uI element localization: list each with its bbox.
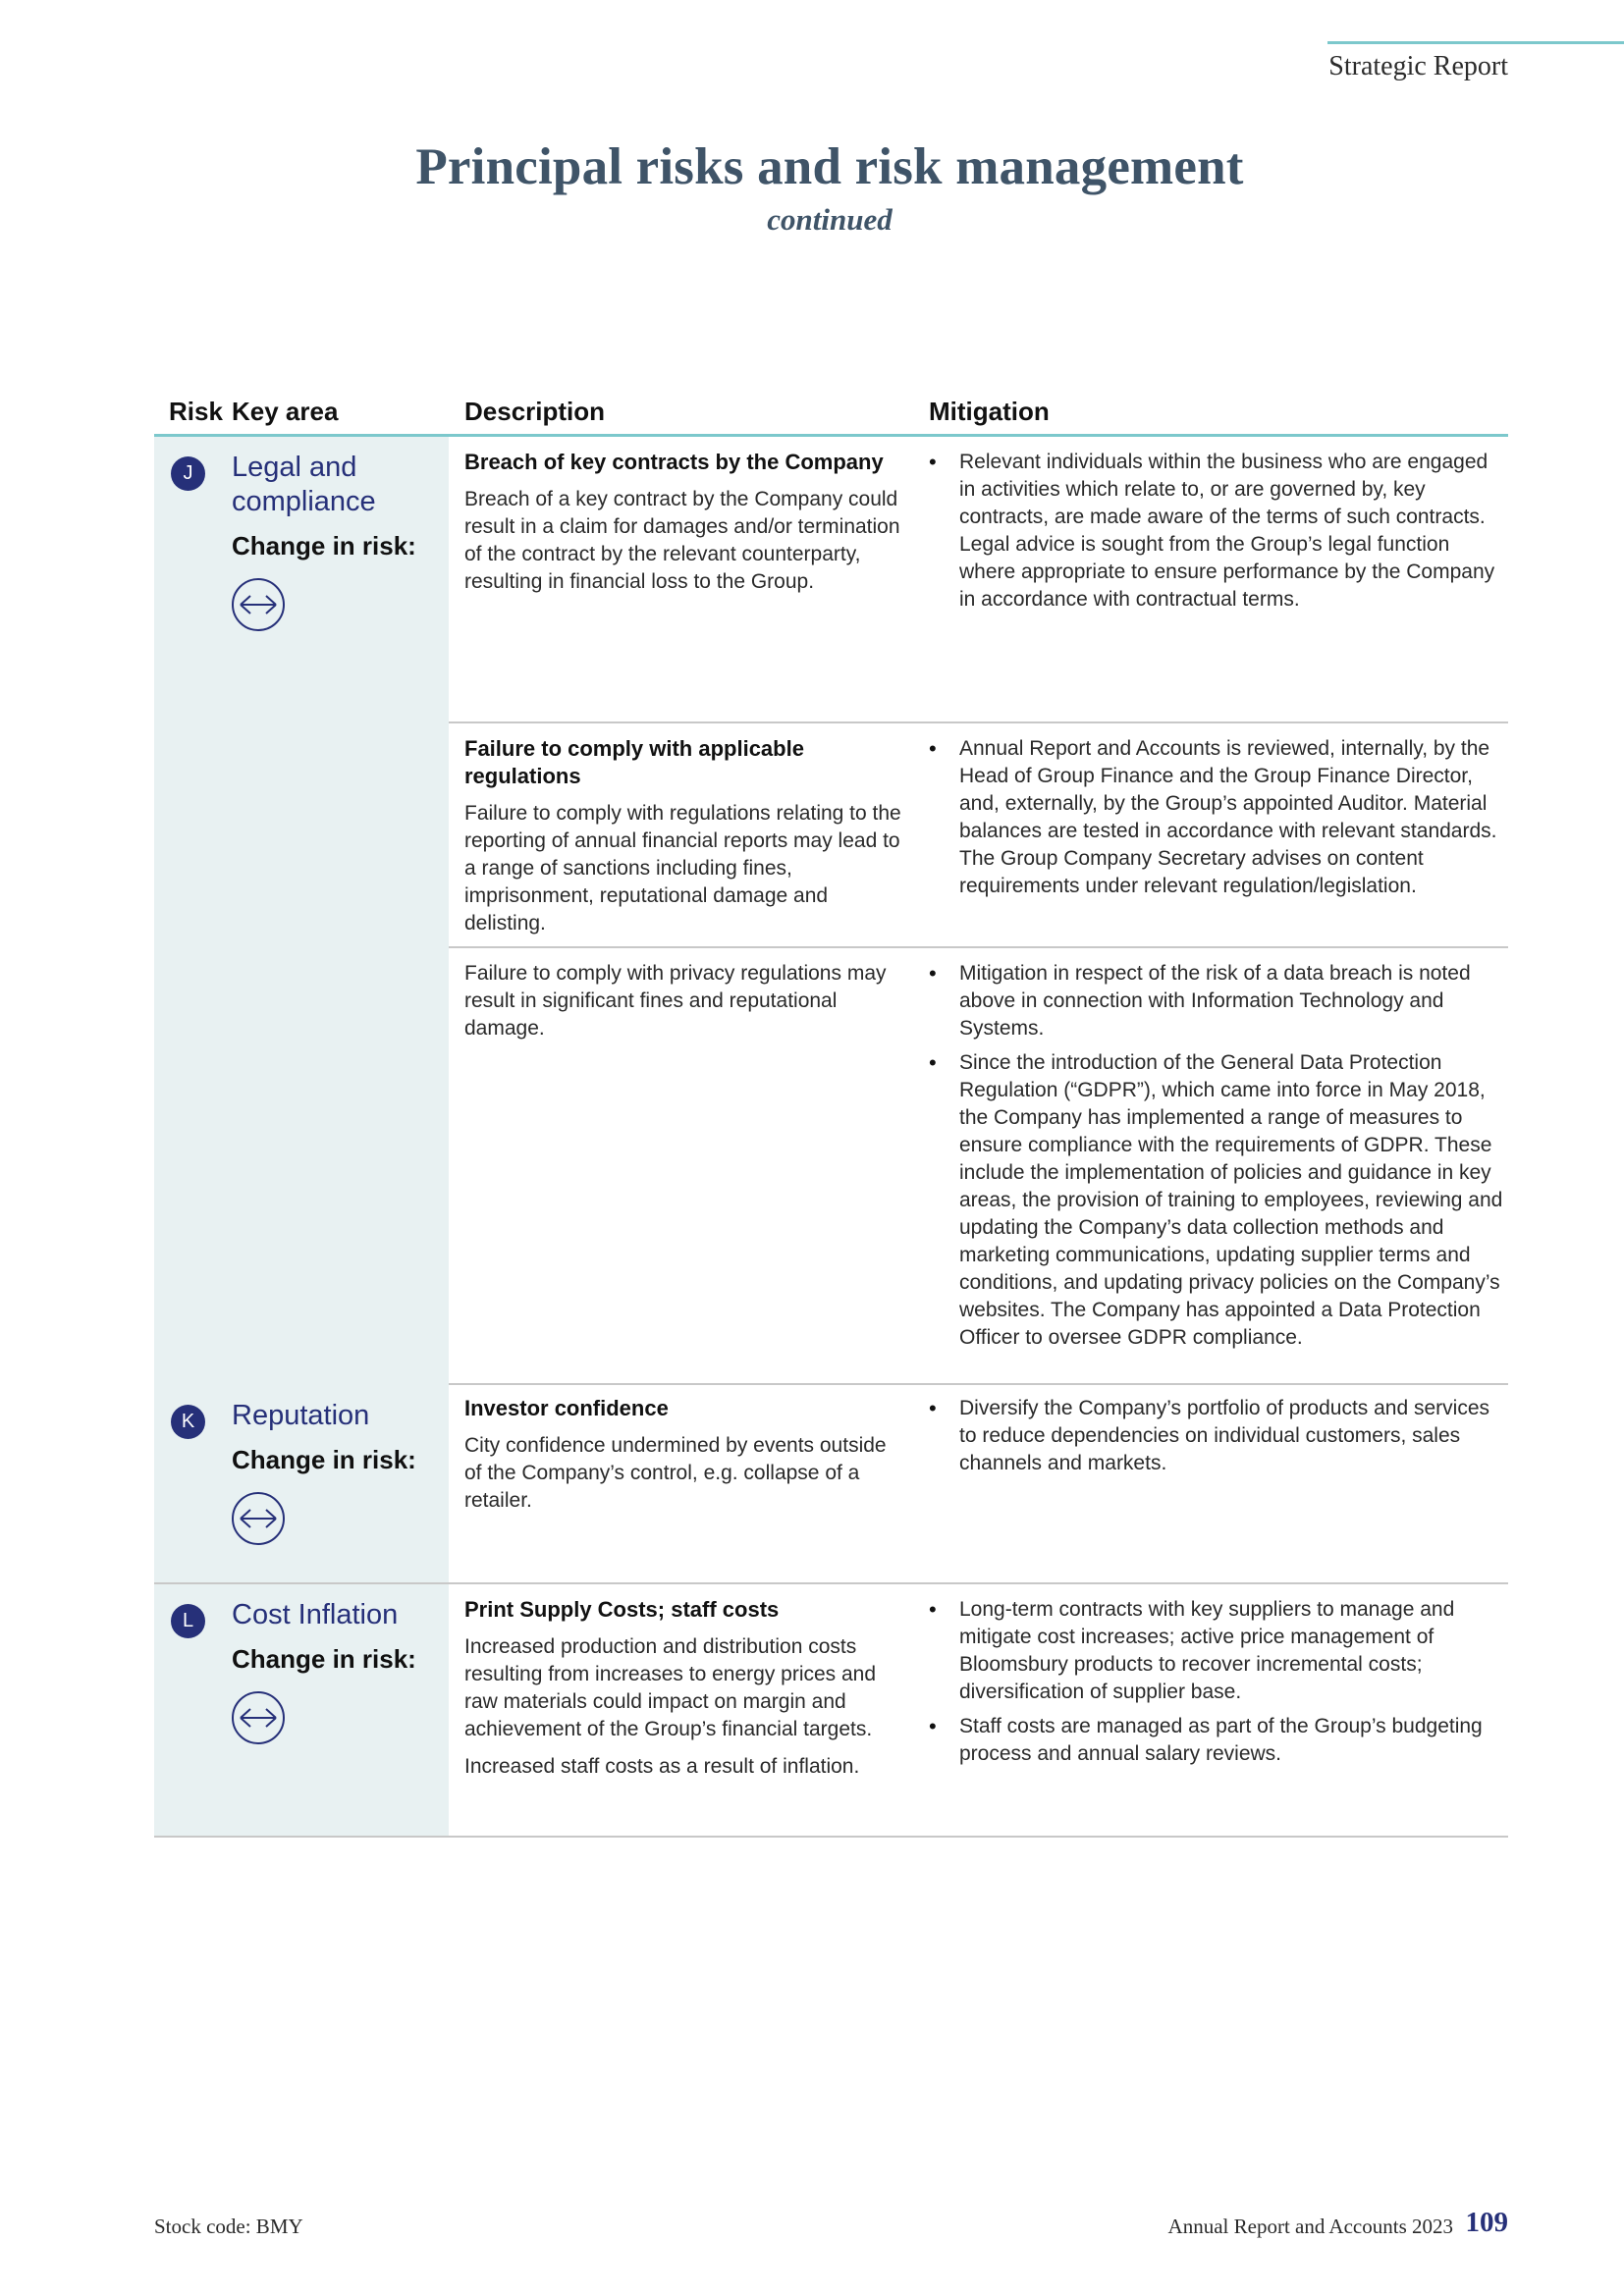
risk-table bbox=[154, 393, 1508, 1838]
description-cell bbox=[464, 735, 906, 947]
key-area-panel bbox=[154, 1383, 449, 1582]
key-area-name-line: Cost Inflation bbox=[232, 1599, 399, 1630]
mitigation-cell bbox=[929, 960, 1508, 1359]
risk-row bbox=[449, 1584, 1508, 1834]
change-in-risk-label: Change in risk: bbox=[232, 531, 416, 561]
risk-group-reputation bbox=[154, 1383, 1508, 1584]
page-title: Principal risks and risk management bbox=[415, 138, 1244, 195]
key-area-name-line: Reputation bbox=[232, 1400, 370, 1431]
mitigation-item: • Relevant individuals within the business who are engaged in activities which relate to, or are governed by, key contracts, are made aware of the terms of such contracts. Legal advice is sought from the Group’s legal function where appropriate to ensure performance by the Company in accordance with contractual terms. bbox=[929, 449, 1508, 614]
description-text: Failure to comply with privacy regulations may result in significant fines and reputational damage. bbox=[464, 962, 887, 1040]
description-text: Increased staff costs as a result of inflation. bbox=[464, 1755, 860, 1778]
key-area-name bbox=[232, 1399, 438, 1433]
table-header-row bbox=[154, 393, 1508, 437]
mitigation-item: • Since the introduction of the General Data Protection Regulation (“GDPR”), which came into force in May 2018, the Company has implemented a range of measures to ensure compliance with the requirements of GDPR. These include the implementation of policies and guidance in key areas, the provision of training to employees, reviewing and updating the Company’s data collection methods and marketing communications, updating supplier terms and conditions, and updating privacy policies on the Company’s websites. The Company has appointed a Data Protection Officer to oversee GDPR compliance. bbox=[929, 1049, 1508, 1352]
mitigation-item: • Staff costs are managed as part of the Group’s budgeting process and annual salary reviews. bbox=[929, 1713, 1508, 1768]
description-cell bbox=[464, 449, 906, 606]
arrow-left-right-icon bbox=[232, 1492, 285, 1545]
risk-row bbox=[449, 437, 1508, 723]
key-area-name-line: compliance bbox=[232, 486, 376, 517]
description-text: Failure to comply with regulations relating to the reporting of annual financial reports may lead to a range of sanctions including fines, imprisonment, reputational damage and delisting. bbox=[464, 802, 901, 934]
change-in-risk-label: Change in risk: bbox=[232, 1445, 416, 1474]
description-title: Failure to comply with applicable regulations bbox=[464, 736, 804, 788]
mitigation-item: • Diversify the Company’s portfolio of products and services to reduce dependencies on individual customers, sales channels and markets. bbox=[929, 1395, 1508, 1477]
section-label: Strategic Report bbox=[1328, 51, 1508, 81]
column-header-key-area: Key area bbox=[232, 397, 339, 426]
description-text: Breach of a key contract by the Company could result in a claim for damages and/or termination of the contract by the relevant counterparty, resulting in financial loss to the Group. bbox=[464, 488, 900, 593]
mitigation-item: • Annual Report and Accounts is reviewed, internally, by the Head of Group Finance and the Group Finance Director, and, externally, by the Group’s appointed Auditor. Material balances are tested in accordance with relevant standards. The Group Company Secretary advises on content requirements under relevant regulation/legislation. bbox=[929, 735, 1508, 900]
risk-group-legal-compliance bbox=[154, 437, 1508, 1383]
description-text: City confidence undermined by events outside of the Company’s control, e.g. collapse of a retailer. bbox=[464, 1434, 887, 1512]
risk-badge: L bbox=[171, 1604, 205, 1638]
key-area-panel bbox=[154, 1584, 449, 1836]
risk-row bbox=[449, 723, 1508, 948]
mitigation-item: • Long-term contracts with key suppliers to manage and mitigate cost increases; active price management of Bloomsbury products to recover incremental costs; diversification of supplier base. bbox=[929, 1596, 1508, 1706]
description-title: Investor confidence bbox=[464, 1396, 669, 1420]
mitigation-cell bbox=[929, 735, 1508, 907]
mitigation-cell bbox=[929, 1596, 1508, 1775]
page-subtitle: continued bbox=[767, 202, 893, 237]
column-header-risk: Risk bbox=[169, 397, 223, 426]
description-cell bbox=[464, 1596, 906, 1790]
key-area-name bbox=[232, 1598, 438, 1632]
mitigation-item: • Mitigation in respect of the risk of a data breach is noted above in connection with Information Technology and Systems. bbox=[929, 960, 1508, 1042]
header-accent-rule bbox=[1327, 41, 1624, 44]
description-cell bbox=[464, 1395, 906, 1524]
arrow-left-right-icon bbox=[232, 578, 285, 631]
description-text: Increased production and distribution costs resulting from increases to energy prices and raw materials could impact on margin and achievement of the Group’s financial targets. bbox=[464, 1635, 877, 1740]
risk-badge: K bbox=[171, 1405, 205, 1439]
risk-row bbox=[449, 948, 1508, 1385]
stock-code: Stock code: BMY bbox=[154, 2215, 303, 2238]
column-header-description: Description bbox=[464, 397, 606, 426]
key-area-name-line: Legal and bbox=[232, 452, 357, 483]
column-header-mitigation: Mitigation bbox=[929, 397, 1050, 426]
risk-badge: J bbox=[171, 456, 205, 491]
description-title: Breach of key contracts by the Company bbox=[464, 450, 884, 474]
mitigation-cell bbox=[929, 1395, 1508, 1484]
change-in-risk-label: Change in risk: bbox=[232, 1644, 416, 1674]
arrow-left-right-icon bbox=[232, 1691, 285, 1744]
risk-group-cost-inflation bbox=[154, 1584, 1508, 1838]
description-cell bbox=[464, 960, 906, 1052]
report-name: Annual Report and Accounts 2023 bbox=[1167, 2215, 1453, 2238]
key-area-name bbox=[232, 451, 438, 519]
page-number: 109 bbox=[1465, 2207, 1508, 2238]
description-title: Print Supply Costs; staff costs bbox=[464, 1597, 780, 1622]
risk-row bbox=[449, 1383, 1508, 1580]
key-area-panel bbox=[154, 437, 449, 1383]
mitigation-cell bbox=[929, 449, 1508, 620]
